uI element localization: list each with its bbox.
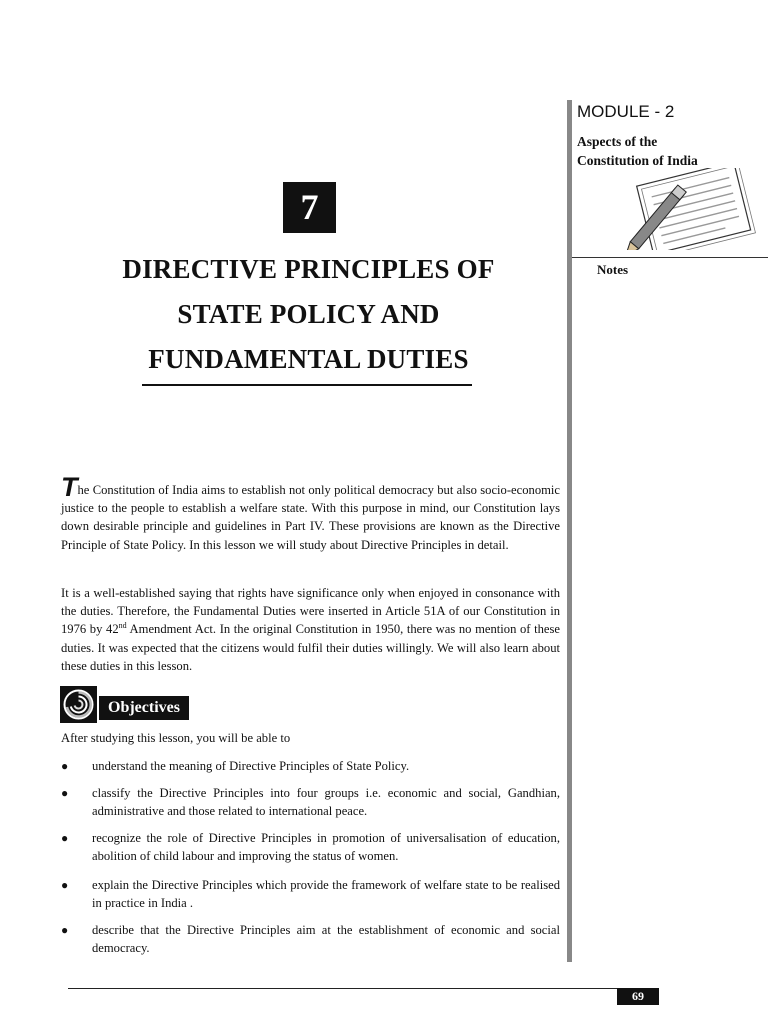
objectives-intro: After studying this lesson, you will be able to bbox=[61, 731, 291, 745]
list-item-text: classify the Directive Principles into four groups i.e. economic and social, Gandhian, administrative and those related to international peace. bbox=[92, 786, 560, 818]
list-item bbox=[61, 877, 560, 912]
chapter-title-line3: FUNDAMENTAL DUTIES bbox=[148, 344, 469, 374]
module-subtitle-line2: Constitution of India bbox=[577, 153, 698, 168]
title-underline bbox=[142, 384, 472, 386]
duties-paragraph-part2: Amendment Act. In the original Constitution in 1950, there was no mention of these duties. It was expected that the citizens would fulfil their duties willingly. We will also learn about these duties in this lesson. bbox=[61, 622, 560, 673]
bullet-icon: ● bbox=[61, 878, 69, 892]
notes-divider bbox=[572, 257, 768, 258]
chapter-title-line2: STATE POLICY AND bbox=[177, 299, 440, 329]
duties-paragraph-part1: It is a well-established saying that rights have significance only when enjoyed in consonance with the duties. Therefore, the Fundamental Duties were inserted in Article 51A of our Constitution in 1976 by 42 bbox=[61, 586, 560, 637]
objectives-heading: Objectives bbox=[99, 696, 189, 720]
page-number: 69 bbox=[617, 988, 659, 1005]
list-item bbox=[61, 758, 560, 776]
list-item bbox=[61, 922, 560, 957]
module-subtitle-line1: Aspects of the bbox=[577, 134, 658, 149]
chapter-number: 7 bbox=[283, 182, 336, 233]
sidebar-divider bbox=[567, 100, 572, 962]
list-item-text: explain the Directive Principles which provide the framework of welfare state to be realised in practice in India . bbox=[92, 878, 560, 910]
module-subtitle bbox=[577, 132, 762, 170]
footer-rule bbox=[68, 988, 658, 989]
drop-cap: T bbox=[61, 472, 78, 502]
module-label: MODULE - 2 bbox=[577, 102, 675, 121]
notes-label: Notes bbox=[597, 262, 629, 277]
bullet-icon: ● bbox=[61, 786, 69, 800]
list-item bbox=[61, 785, 560, 820]
list-item-text: recognize the role of Directive Principles in promotion of universalisation of education, abolition of child labour and improving the status of women. bbox=[92, 831, 560, 863]
intro-paragraph-text: he Constitution of India aims to establish not only political democracy but also socio-economic justice to the people to establish a welfare state. With this purpose in mind, our Constitution lays down desirable principle and guidelines in Part IV. These provisions are known as the Directive Principle of State Policy. In this lesson we will study about Directive Principles in detail. bbox=[61, 483, 560, 552]
bullet-icon: ● bbox=[61, 831, 69, 845]
bullet-icon: ● bbox=[61, 759, 69, 773]
list-item-text: describe that the Directive Principles aim at the establishment of economic and social democracy. bbox=[92, 923, 560, 955]
notes-icon bbox=[600, 168, 760, 250]
objectives-icon bbox=[60, 686, 97, 723]
duties-paragraph bbox=[61, 584, 560, 675]
list-item bbox=[61, 830, 560, 865]
list-item-text: understand the meaning of Directive Principles of State Policy. bbox=[92, 759, 410, 773]
intro-paragraph bbox=[61, 472, 560, 554]
chapter-title-line1: DIRECTIVE PRINCIPLES OF bbox=[122, 254, 495, 284]
bullet-icon: ● bbox=[61, 923, 69, 937]
ordinal-suffix: nd bbox=[118, 621, 127, 631]
